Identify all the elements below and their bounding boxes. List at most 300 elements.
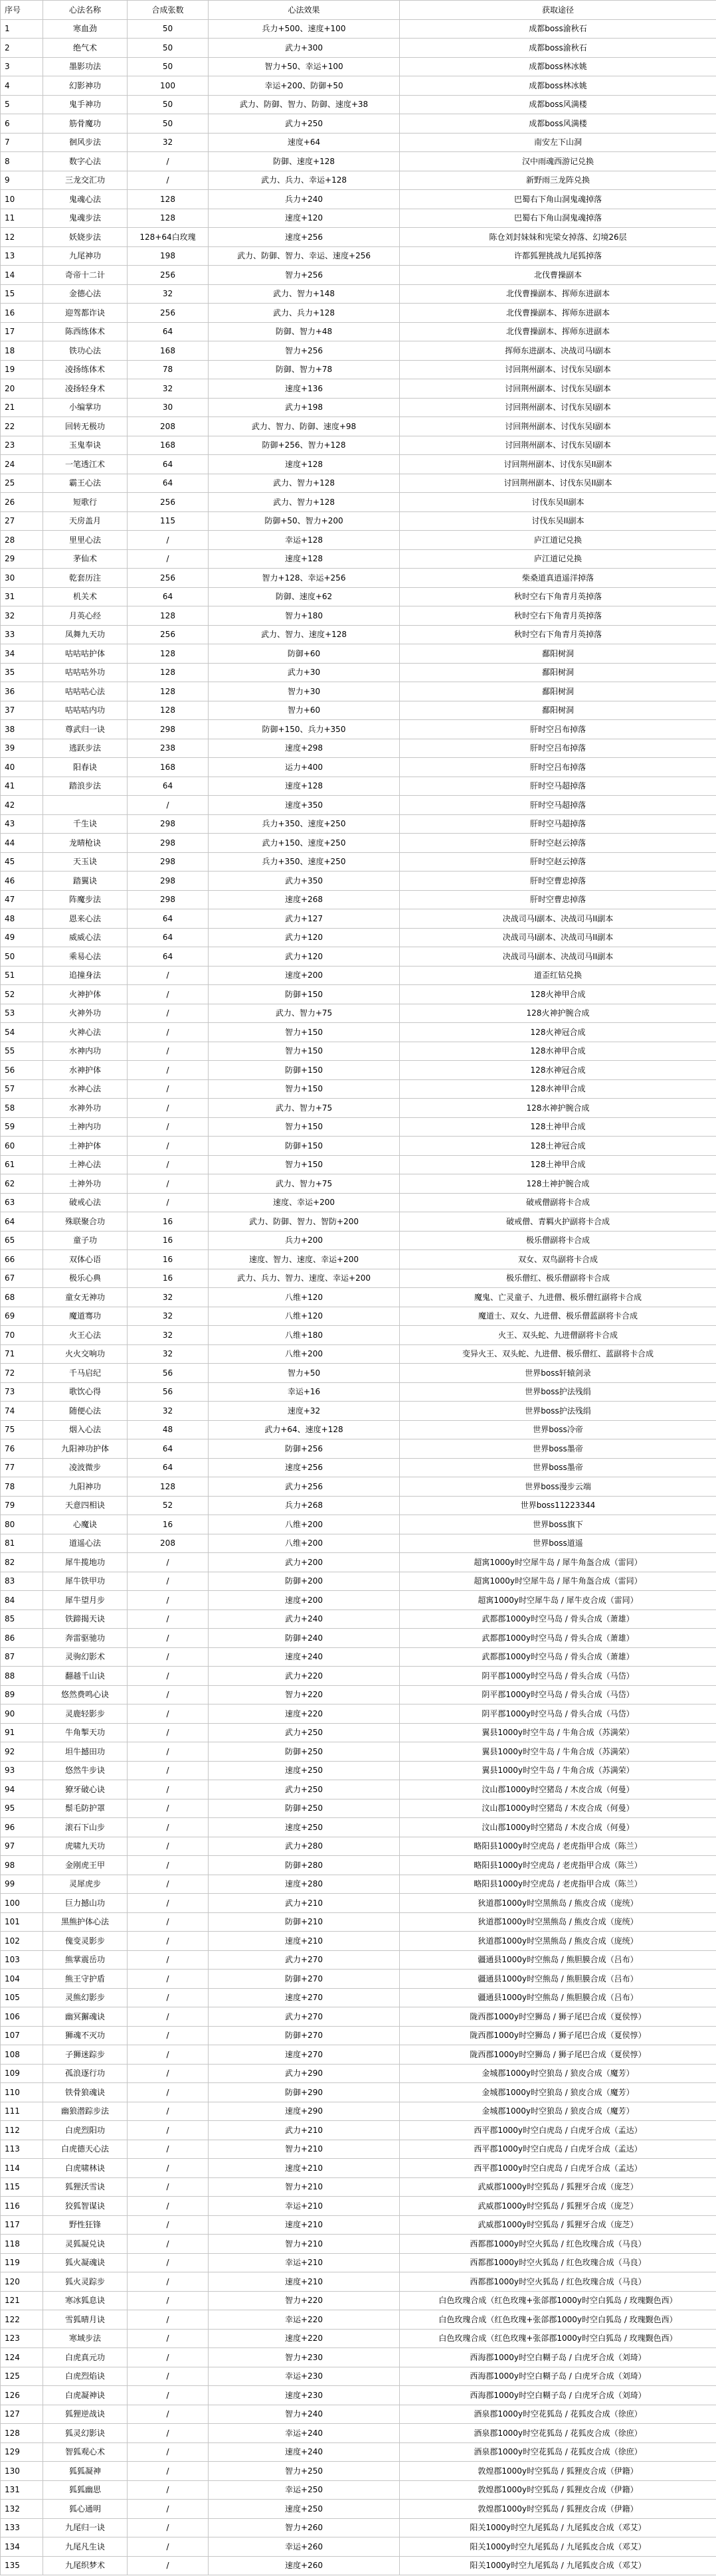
- cell-acquisition[interactable]: 讨回荆州副本、讨伐东吴I副本: [400, 398, 716, 417]
- cell-synthesis-count[interactable]: 168: [128, 341, 209, 361]
- cell-acquisition[interactable]: 成都boss林冰姚: [400, 57, 716, 76]
- cell-synthesis-count[interactable]: 50: [128, 57, 209, 76]
- cell-skill-name[interactable]: 殊联聚合功: [43, 1212, 128, 1232]
- cell-index[interactable]: 35: [1, 663, 43, 682]
- cell-acquisition[interactable]: 武威郡1000y时空狐岛 / 狐狸牙合成（庞芝）: [400, 2197, 716, 2216]
- cell-index[interactable]: 49: [1, 928, 43, 947]
- cell-skill-effect[interactable]: 武力、智力+75: [209, 1004, 400, 1023]
- cell-synthesis-count[interactable]: 298: [128, 814, 209, 834]
- cell-skill-name[interactable]: 土神外功: [43, 1174, 128, 1194]
- cell-index[interactable]: 63: [1, 1193, 43, 1212]
- cell-synthesis-count[interactable]: /: [128, 2215, 209, 2235]
- cell-synthesis-count[interactable]: 64: [128, 947, 209, 966]
- cell-index[interactable]: 132: [1, 2500, 43, 2519]
- cell-index[interactable]: 20: [1, 379, 43, 399]
- cell-index[interactable]: 46: [1, 872, 43, 891]
- cell-acquisition[interactable]: 讨回荆州副本、讨伐东吴II副本: [400, 474, 716, 493]
- cell-synthesis-count[interactable]: /: [128, 1099, 209, 1118]
- cell-index[interactable]: 22: [1, 417, 43, 436]
- cell-skill-name[interactable]: 小编掌功: [43, 398, 128, 417]
- cell-skill-name[interactable]: 陈西练体术: [43, 322, 128, 341]
- cell-index[interactable]: 81: [1, 1534, 43, 1553]
- cell-acquisition[interactable]: 阴平郡1000y时空马岛 / 骨头合成（马岱）: [400, 1667, 716, 1686]
- cell-acquisition[interactable]: 成都boss渝秋石: [400, 39, 716, 58]
- cell-skill-name[interactable]: 白虎真元功: [43, 2348, 128, 2367]
- cell-synthesis-count[interactable]: /: [128, 1667, 209, 1686]
- cell-synthesis-count[interactable]: /: [128, 1610, 209, 1629]
- cell-skill-effect[interactable]: 八维+200: [209, 1534, 400, 1553]
- cell-index[interactable]: 127: [1, 2405, 43, 2424]
- cell-acquisition[interactable]: 金城郡1000y时空狼岛 / 狼皮合成（魔芳）: [400, 2083, 716, 2102]
- cell-synthesis-count[interactable]: 50: [128, 95, 209, 114]
- cell-index[interactable]: 116: [1, 2197, 43, 2216]
- cell-index[interactable]: 26: [1, 493, 43, 512]
- cell-skill-effect[interactable]: 幸运+230: [209, 2367, 400, 2386]
- cell-skill-name[interactable]: [43, 796, 128, 815]
- cell-acquisition[interactable]: 肝时空马超掉落: [400, 814, 716, 834]
- cell-synthesis-count[interactable]: 50: [128, 39, 209, 58]
- cell-index[interactable]: 121: [1, 2291, 43, 2310]
- cell-skill-effect[interactable]: 速度+128: [209, 455, 400, 474]
- cell-skill-effect[interactable]: 防御+60: [209, 644, 400, 664]
- cell-index[interactable]: 17: [1, 322, 43, 341]
- cell-skill-name[interactable]: 铁骨狼魂诀: [43, 2083, 128, 2102]
- cell-synthesis-count[interactable]: /: [128, 1629, 209, 1648]
- cell-index[interactable]: 90: [1, 1704, 43, 1724]
- cell-skill-name[interactable]: 天意四相诀: [43, 1496, 128, 1515]
- cell-index[interactable]: 24: [1, 455, 43, 474]
- cell-index[interactable]: 93: [1, 1761, 43, 1780]
- cell-synthesis-count[interactable]: /: [128, 2556, 209, 2575]
- cell-index[interactable]: 74: [1, 1402, 43, 1421]
- cell-skill-effect[interactable]: 武力+120: [209, 947, 400, 966]
- cell-acquisition[interactable]: 陇西郡1000y时空狮岛 / 狮子尾巴合成（夏侯惇）: [400, 2026, 716, 2045]
- cell-index[interactable]: 122: [1, 2310, 43, 2330]
- cell-acquisition[interactable]: 狄道郡1000y时空黑熊岛 / 熊皮合成（庞统）: [400, 1932, 716, 1951]
- cell-skill-name[interactable]: 虎啸九天功: [43, 1837, 128, 1856]
- cell-skill-name[interactable]: 坦牛撼田功: [43, 1742, 128, 1762]
- cell-skill-effect[interactable]: 智力+230: [209, 2348, 400, 2367]
- cell-skill-name[interactable]: 奇帝十二计: [43, 266, 128, 285]
- cell-acquisition[interactable]: 128土神护腕合成: [400, 1174, 716, 1194]
- cell-acquisition[interactable]: 世界boss道遥: [400, 1534, 716, 1553]
- cell-index[interactable]: 53: [1, 1004, 43, 1023]
- cell-index[interactable]: 80: [1, 1515, 43, 1534]
- cell-skill-effect[interactable]: 武力、智力+148: [209, 284, 400, 304]
- cell-acquisition[interactable]: 陇西郡1000y时空狮岛 / 狮子尾巴合成（夏侯惇）: [400, 2045, 716, 2065]
- cell-synthesis-count[interactable]: /: [128, 2026, 209, 2045]
- cell-acquisition[interactable]: 酒泉郡1000y时空花狐岛 / 花狐皮合成（徐庶）: [400, 2405, 716, 2424]
- cell-acquisition[interactable]: 破戒僧、青羁火护副将卡合成: [400, 1212, 716, 1232]
- cell-acquisition[interactable]: 肝时空吕布掉落: [400, 758, 716, 777]
- cell-synthesis-count[interactable]: /: [128, 2159, 209, 2178]
- cell-index[interactable]: 97: [1, 1837, 43, 1856]
- cell-skill-effect[interactable]: 防御、智力+78: [209, 360, 400, 379]
- cell-synthesis-count[interactable]: 32: [128, 133, 209, 152]
- cell-index[interactable]: 104: [1, 1970, 43, 1989]
- cell-index[interactable]: 31: [1, 587, 43, 606]
- cell-synthesis-count[interactable]: /: [128, 2121, 209, 2140]
- cell-acquisition[interactable]: 讨伐东吴II副本: [400, 511, 716, 531]
- cell-index[interactable]: 57: [1, 1079, 43, 1099]
- cell-synthesis-count[interactable]: /: [128, 2235, 209, 2254]
- cell-skill-effect[interactable]: 武力+280: [209, 1837, 400, 1856]
- cell-index[interactable]: 32: [1, 606, 43, 626]
- cell-acquisition[interactable]: 翼县1000y时空牛岛 / 牛角合成（苏满荣）: [400, 1723, 716, 1742]
- cell-index[interactable]: 37: [1, 701, 43, 720]
- cell-index[interactable]: 25: [1, 474, 43, 493]
- cell-skill-effect[interactable]: 防御+250: [209, 1799, 400, 1818]
- cell-synthesis-count[interactable]: 128: [128, 644, 209, 664]
- cell-acquisition[interactable]: 魔鬼、亡灵童子、九进僧、极乐僧红副将卡合成: [400, 1288, 716, 1307]
- cell-skill-name[interactable]: 铁蹄揭天诀: [43, 1610, 128, 1629]
- cell-skill-effect[interactable]: 速度+240: [209, 2442, 400, 2462]
- header-skill-effect[interactable]: 心法效果: [209, 1, 400, 20]
- cell-index[interactable]: 87: [1, 1647, 43, 1667]
- cell-acquisition[interactable]: 略阳县1000y时空虎岛 / 老虎指甲合成（陈兰）: [400, 1856, 716, 1875]
- cell-skill-effect[interactable]: 智力+180: [209, 606, 400, 626]
- cell-skill-name[interactable]: 道遥心法: [43, 1534, 128, 1553]
- cell-acquisition[interactable]: 肝时空马超掉落: [400, 777, 716, 796]
- cell-synthesis-count[interactable]: 298: [128, 890, 209, 909]
- cell-skill-effect[interactable]: 智力+210: [209, 2235, 400, 2254]
- cell-synthesis-count[interactable]: /: [128, 2462, 209, 2481]
- cell-skill-name[interactable]: 烟入心法: [43, 1420, 128, 1439]
- cell-acquisition[interactable]: 魔道士、双女、九进僧、极乐僧蓝副将卡合成: [400, 1307, 716, 1326]
- cell-skill-name[interactable]: 阳春诀: [43, 758, 128, 777]
- cell-skill-effect[interactable]: 幸运+220: [209, 2310, 400, 2330]
- cell-skill-name[interactable]: 火火交响功: [43, 1344, 128, 1364]
- cell-index[interactable]: 16: [1, 304, 43, 323]
- cell-skill-name[interactable]: 子狮迷踪步: [43, 2045, 128, 2065]
- cell-skill-effect[interactable]: 武力+210: [209, 1894, 400, 1913]
- cell-acquisition[interactable]: 成都boss渝秋石: [400, 19, 716, 39]
- cell-index[interactable]: 70: [1, 1326, 43, 1345]
- cell-acquisition[interactable]: 世界boss墨帝: [400, 1458, 716, 1477]
- cell-synthesis-count[interactable]: 128: [128, 190, 209, 209]
- cell-synthesis-count[interactable]: /: [128, 1042, 209, 1061]
- cell-index[interactable]: 134: [1, 2537, 43, 2557]
- cell-skill-name[interactable]: 凌波微步: [43, 1458, 128, 1477]
- cell-synthesis-count[interactable]: 298: [128, 872, 209, 891]
- cell-index[interactable]: 36: [1, 682, 43, 701]
- cell-acquisition[interactable]: 汶山郡1000y时空猪岛 / 木皮合成（何曼）: [400, 1818, 716, 1837]
- cell-index[interactable]: 75: [1, 1420, 43, 1439]
- cell-skill-effect[interactable]: 防御+256、智力+128: [209, 436, 400, 455]
- cell-acquisition[interactable]: 世界boss冷帝: [400, 1420, 716, 1439]
- cell-acquisition[interactable]: 略阳县1000y时空虎岛 / 老虎指甲合成（陈兰）: [400, 1837, 716, 1856]
- cell-synthesis-count[interactable]: 100: [128, 76, 209, 96]
- cell-skill-name[interactable]: 白虎德天心法: [43, 2140, 128, 2159]
- cell-synthesis-count[interactable]: /: [128, 1856, 209, 1875]
- cell-index[interactable]: 95: [1, 1799, 43, 1818]
- cell-skill-name[interactable]: 天房盖月: [43, 511, 128, 531]
- cell-acquisition[interactable]: 西海郡1000y时空白糊子岛 / 白虎牙合成（刘琦）: [400, 2386, 716, 2405]
- cell-skill-effect[interactable]: 智力+220: [209, 1685, 400, 1704]
- cell-acquisition[interactable]: 鄱阳树洞: [400, 644, 716, 664]
- cell-index[interactable]: 109: [1, 2064, 43, 2083]
- cell-skill-name[interactable]: 九阳神功护体: [43, 1439, 128, 1459]
- cell-skill-name[interactable]: 九阳神功: [43, 1477, 128, 1497]
- cell-skill-name[interactable]: 火王心法: [43, 1326, 128, 1345]
- cell-index[interactable]: 8: [1, 152, 43, 171]
- cell-skill-effect[interactable]: 智力+256: [209, 266, 400, 285]
- cell-skill-name[interactable]: 黑熊护体心法: [43, 1912, 128, 1932]
- cell-index[interactable]: 128: [1, 2424, 43, 2443]
- cell-index[interactable]: 59: [1, 1117, 43, 1137]
- cell-skill-name[interactable]: 狐灵幻影诀: [43, 2424, 128, 2443]
- cell-skill-name[interactable]: 徊风步法: [43, 133, 128, 152]
- cell-synthesis-count[interactable]: 128: [128, 701, 209, 720]
- cell-skill-effect[interactable]: 八维+120: [209, 1288, 400, 1307]
- cell-skill-name[interactable]: 鬼魂步法: [43, 209, 128, 228]
- cell-index[interactable]: 85: [1, 1610, 43, 1629]
- cell-skill-effect[interactable]: 智力+220: [209, 2291, 400, 2310]
- cell-acquisition[interactable]: 庐江道记兑换: [400, 549, 716, 569]
- cell-synthesis-count[interactable]: 256: [128, 493, 209, 512]
- cell-synthesis-count[interactable]: 198: [128, 246, 209, 266]
- cell-skill-effect[interactable]: 武力、智力、防御、速度+98: [209, 417, 400, 436]
- cell-skill-name[interactable]: 火神心法: [43, 1023, 128, 1042]
- cell-skill-effect[interactable]: 速度+250: [209, 1818, 400, 1837]
- cell-synthesis-count[interactable]: /: [128, 1875, 209, 1894]
- cell-acquisition[interactable]: 汶山郡1000y时空猪岛 / 木皮合成（何曼）: [400, 1799, 716, 1818]
- cell-acquisition[interactable]: 西平郡1000y时空白虎岛 / 白虎牙合成（孟达）: [400, 2159, 716, 2178]
- cell-index[interactable]: 120: [1, 2272, 43, 2292]
- cell-index[interactable]: 39: [1, 739, 43, 758]
- cell-skill-name[interactable]: 灵驹幻影术: [43, 1647, 128, 1667]
- cell-acquisition[interactable]: 决战司马I副本、决战司马II副本: [400, 947, 716, 966]
- cell-skill-name[interactable]: 熊掌震岳功: [43, 1950, 128, 1970]
- cell-index[interactable]: 110: [1, 2083, 43, 2102]
- cell-skill-name[interactable]: 天玉诀: [43, 852, 128, 872]
- cell-skill-name[interactable]: 迎驾都诈诀: [43, 304, 128, 323]
- cell-acquisition[interactable]: 汶山郡1000y时空猪岛 / 木皮合成（何曼）: [400, 1780, 716, 1799]
- cell-synthesis-count[interactable]: /: [128, 2405, 209, 2424]
- cell-synthesis-count[interactable]: 256: [128, 266, 209, 285]
- cell-acquisition[interactable]: 武都郡1000y时空马岛 / 骨头合成（萧雄）: [400, 1610, 716, 1629]
- cell-acquisition[interactable]: 疆通县1000y时空熊岛 / 熊胆膜合成（吕布）: [400, 1988, 716, 2007]
- cell-skill-name[interactable]: 悠然费鸣心诀: [43, 1685, 128, 1704]
- cell-skill-effect[interactable]: 智力+150: [209, 1042, 400, 1061]
- cell-acquisition[interactable]: 破戒僧副将卡合成: [400, 1193, 716, 1212]
- cell-acquisition[interactable]: 128水神护腕合成: [400, 1099, 716, 1118]
- cell-acquisition[interactable]: 肝时空吕布掉落: [400, 720, 716, 739]
- cell-synthesis-count[interactable]: /: [128, 2272, 209, 2292]
- cell-index[interactable]: 40: [1, 758, 43, 777]
- cell-index[interactable]: 29: [1, 549, 43, 569]
- cell-skill-name[interactable]: 凌扬轻身术: [43, 379, 128, 399]
- cell-index[interactable]: 14: [1, 266, 43, 285]
- cell-index[interactable]: 82: [1, 1553, 43, 1572]
- cell-index[interactable]: 78: [1, 1477, 43, 1497]
- cell-skill-name[interactable]: 獠牙破心诀: [43, 1780, 128, 1799]
- cell-skill-name[interactable]: 踏翼诀: [43, 872, 128, 891]
- cell-acquisition[interactable]: 秋时空右下角青月英掉落: [400, 587, 716, 606]
- cell-acquisition[interactable]: 128水神冠合成: [400, 1061, 716, 1080]
- cell-skill-name[interactable]: 逃跃步法: [43, 739, 128, 758]
- cell-index[interactable]: 69: [1, 1307, 43, 1326]
- cell-skill-effect[interactable]: 幸运+210: [209, 2253, 400, 2272]
- cell-synthesis-count[interactable]: /: [128, 1685, 209, 1704]
- cell-acquisition[interactable]: 敦煌郡1000y时空狐岛 / 狐狸皮合成（伊籍）: [400, 2462, 716, 2481]
- cell-index[interactable]: 50: [1, 947, 43, 966]
- cell-index[interactable]: 30: [1, 569, 43, 588]
- cell-skill-effect[interactable]: 防御+150: [209, 985, 400, 1004]
- cell-synthesis-count[interactable]: /: [128, 2500, 209, 2519]
- cell-index[interactable]: 68: [1, 1288, 43, 1307]
- header-skill-name[interactable]: 心法名称: [43, 1, 128, 20]
- cell-skill-name[interactable]: 童子功: [43, 1231, 128, 1250]
- cell-synthesis-count[interactable]: 32: [128, 1402, 209, 1421]
- cell-acquisition[interactable]: 疆通县1000y时空熊岛 / 熊胆膜合成（吕布）: [400, 1950, 716, 1970]
- cell-synthesis-count[interactable]: 128: [128, 606, 209, 626]
- cell-skill-effect[interactable]: 武力、防御、智力、智防+200: [209, 1212, 400, 1232]
- cell-synthesis-count[interactable]: 64: [128, 777, 209, 796]
- cell-skill-name[interactable]: 野性狂锋: [43, 2215, 128, 2235]
- cell-acquisition[interactable]: 阳关1000y时空九尾狐岛 / 九尾狐皮合成（邓艾）: [400, 2518, 716, 2537]
- cell-index[interactable]: 133: [1, 2518, 43, 2537]
- cell-skill-effect[interactable]: 幸运+128: [209, 531, 400, 550]
- cell-synthesis-count[interactable]: 32: [128, 1344, 209, 1364]
- cell-synthesis-count[interactable]: 64: [128, 909, 209, 929]
- cell-skill-effect[interactable]: 幸运+210: [209, 2197, 400, 2216]
- cell-index[interactable]: 55: [1, 1042, 43, 1061]
- cell-synthesis-count[interactable]: 256: [128, 569, 209, 588]
- cell-skill-effect[interactable]: 幸运+240: [209, 2424, 400, 2443]
- cell-skill-name[interactable]: 玉鬼奉诀: [43, 436, 128, 455]
- cell-index[interactable]: 10: [1, 190, 43, 209]
- cell-skill-effect[interactable]: 运力+400: [209, 758, 400, 777]
- cell-synthesis-count[interactable]: /: [128, 2348, 209, 2367]
- cell-skill-effect[interactable]: 速度+290: [209, 2102, 400, 2121]
- cell-skill-name[interactable]: 九尾凡生诀: [43, 2537, 128, 2557]
- cell-skill-name[interactable]: 火神护体: [43, 985, 128, 1004]
- cell-index[interactable]: 105: [1, 1988, 43, 2007]
- cell-skill-name[interactable]: 鬼手神功: [43, 95, 128, 114]
- cell-skill-name[interactable]: 童女无神功: [43, 1288, 128, 1307]
- cell-acquisition[interactable]: 世界boss轩辕剑录: [400, 1364, 716, 1383]
- cell-synthesis-count[interactable]: /: [128, 1970, 209, 1989]
- cell-index[interactable]: 64: [1, 1212, 43, 1232]
- cell-acquisition[interactable]: 双女、双鸟副将卡合成: [400, 1250, 716, 1269]
- cell-acquisition[interactable]: 肝时空赵云掉落: [400, 834, 716, 853]
- cell-skill-effect[interactable]: 武力+270: [209, 2007, 400, 2027]
- cell-synthesis-count[interactable]: /: [128, 1061, 209, 1080]
- cell-index[interactable]: 44: [1, 834, 43, 853]
- cell-index[interactable]: 6: [1, 114, 43, 134]
- cell-acquisition[interactable]: 北伐曹操副本、挥师东进副本: [400, 322, 716, 341]
- cell-skill-name[interactable]: 灵熊幻影步: [43, 1988, 128, 2007]
- cell-synthesis-count[interactable]: /: [128, 1818, 209, 1837]
- cell-index[interactable]: 5: [1, 95, 43, 114]
- cell-synthesis-count[interactable]: /: [128, 549, 209, 569]
- cell-skill-effect[interactable]: 武力、智力+75: [209, 1099, 400, 1118]
- cell-acquisition[interactable]: 北伐曹操副本: [400, 266, 716, 285]
- cell-acquisition[interactable]: 变异火王、双头蛇、九进僧、极乐僧红、蓝副将卡合成: [400, 1344, 716, 1364]
- cell-acquisition[interactable]: 极乐僧副将卡合成: [400, 1231, 716, 1250]
- cell-index[interactable]: 123: [1, 2329, 43, 2348]
- cell-acquisition[interactable]: 讨回荆州副本、讨伐东吴I副本: [400, 360, 716, 379]
- cell-acquisition[interactable]: 西海郡1000y时空白糊子岛 / 白虎牙合成（刘琦）: [400, 2348, 716, 2367]
- cell-synthesis-count[interactable]: 16: [128, 1250, 209, 1269]
- cell-index[interactable]: 100: [1, 1894, 43, 1913]
- cell-index[interactable]: 72: [1, 1364, 43, 1383]
- cell-synthesis-count[interactable]: /: [128, 1079, 209, 1099]
- cell-skill-name[interactable]: 咕咕咕护体: [43, 644, 128, 664]
- cell-skill-name[interactable]: 奔雷驱驰功: [43, 1629, 128, 1648]
- cell-skill-name[interactable]: 绝气术: [43, 39, 128, 58]
- cell-acquisition[interactable]: 狄道郡1000y时空黑熊岛 / 熊皮合成（庞统）: [400, 1912, 716, 1932]
- cell-skill-name[interactable]: 茅仙术: [43, 549, 128, 569]
- cell-skill-effect[interactable]: 武力+250: [209, 114, 400, 134]
- cell-acquisition[interactable]: 陇西郡1000y时空狮岛 / 狮子尾巴合成（夏侯惇）: [400, 2007, 716, 2027]
- cell-skill-name[interactable]: 追撞身法: [43, 966, 128, 985]
- cell-skill-effect[interactable]: 武力+290: [209, 2064, 400, 2083]
- cell-skill-effect[interactable]: 速度+200: [209, 1591, 400, 1610]
- cell-skill-effect[interactable]: 防御、智力+48: [209, 322, 400, 341]
- cell-skill-name[interactable]: 咕咕咕外功: [43, 663, 128, 682]
- cell-skill-name[interactable]: 白虎烈阳功: [43, 2121, 128, 2140]
- cell-skill-effect[interactable]: 防御+200: [209, 1572, 400, 1591]
- cell-index[interactable]: 92: [1, 1742, 43, 1762]
- cell-skill-effect[interactable]: 速度+136: [209, 379, 400, 399]
- cell-skill-name[interactable]: 翻越千山诀: [43, 1667, 128, 1686]
- cell-index[interactable]: 47: [1, 890, 43, 909]
- cell-index[interactable]: 65: [1, 1231, 43, 1250]
- cell-index[interactable]: 66: [1, 1250, 43, 1269]
- header-acquisition[interactable]: 获取途径: [400, 1, 716, 20]
- cell-skill-effect[interactable]: 速度+128: [209, 777, 400, 796]
- cell-acquisition[interactable]: 讨回荆州副本、讨伐东吴I副本: [400, 436, 716, 455]
- cell-skill-effect[interactable]: 武力+120: [209, 928, 400, 947]
- cell-skill-name[interactable]: 乘易心法: [43, 947, 128, 966]
- cell-acquisition[interactable]: 世界boss护法残绢: [400, 1382, 716, 1402]
- cell-synthesis-count[interactable]: /: [128, 1742, 209, 1762]
- cell-synthesis-count[interactable]: /: [128, 2197, 209, 2216]
- cell-index[interactable]: 111: [1, 2102, 43, 2121]
- cell-index[interactable]: 2: [1, 39, 43, 58]
- cell-index[interactable]: 91: [1, 1723, 43, 1742]
- cell-skill-effect[interactable]: 兵力+350、速度+250: [209, 814, 400, 834]
- cell-skill-effect[interactable]: 智力+240: [209, 2405, 400, 2424]
- cell-index[interactable]: 101: [1, 1912, 43, 1932]
- cell-skill-effect[interactable]: 速度+256: [209, 1458, 400, 1477]
- cell-synthesis-count[interactable]: 168: [128, 436, 209, 455]
- cell-index[interactable]: 13: [1, 246, 43, 266]
- cell-skill-effect[interactable]: 智力+150: [209, 1023, 400, 1042]
- cell-acquisition[interactable]: 金城郡1000y时空狼岛 / 狼皮合成（魔芳）: [400, 2102, 716, 2121]
- cell-acquisition[interactable]: 金城郡1000y时空狼岛 / 狼皮合成（魔芳）: [400, 2064, 716, 2083]
- cell-skill-effect[interactable]: 兵力+200: [209, 1231, 400, 1250]
- cell-skill-effect[interactable]: 武力、防御、智力、幸运、速度+256: [209, 246, 400, 266]
- cell-skill-effect[interactable]: 速度+268: [209, 890, 400, 909]
- cell-synthesis-count[interactable]: 128: [128, 1477, 209, 1497]
- cell-index[interactable]: 19: [1, 360, 43, 379]
- cell-skill-name[interactable]: 水神心法: [43, 1079, 128, 1099]
- cell-acquisition[interactable]: 武威郡1000y时空狐岛 / 狐狸牙合成（庞芝）: [400, 2215, 716, 2235]
- cell-skill-effect[interactable]: 智力+128、幸运+256: [209, 569, 400, 588]
- cell-acquisition[interactable]: 巴蜀右下角山洞鬼魂掉落: [400, 209, 716, 228]
- cell-index[interactable]: 71: [1, 1344, 43, 1364]
- cell-skill-effect[interactable]: 防御、速度+62: [209, 587, 400, 606]
- cell-synthesis-count[interactable]: /: [128, 2102, 209, 2121]
- header-index[interactable]: 序号: [1, 1, 43, 20]
- cell-index[interactable]: 89: [1, 1685, 43, 1704]
- cell-index[interactable]: 51: [1, 966, 43, 985]
- cell-index[interactable]: 60: [1, 1137, 43, 1156]
- cell-skill-effect[interactable]: 兵力+240: [209, 190, 400, 209]
